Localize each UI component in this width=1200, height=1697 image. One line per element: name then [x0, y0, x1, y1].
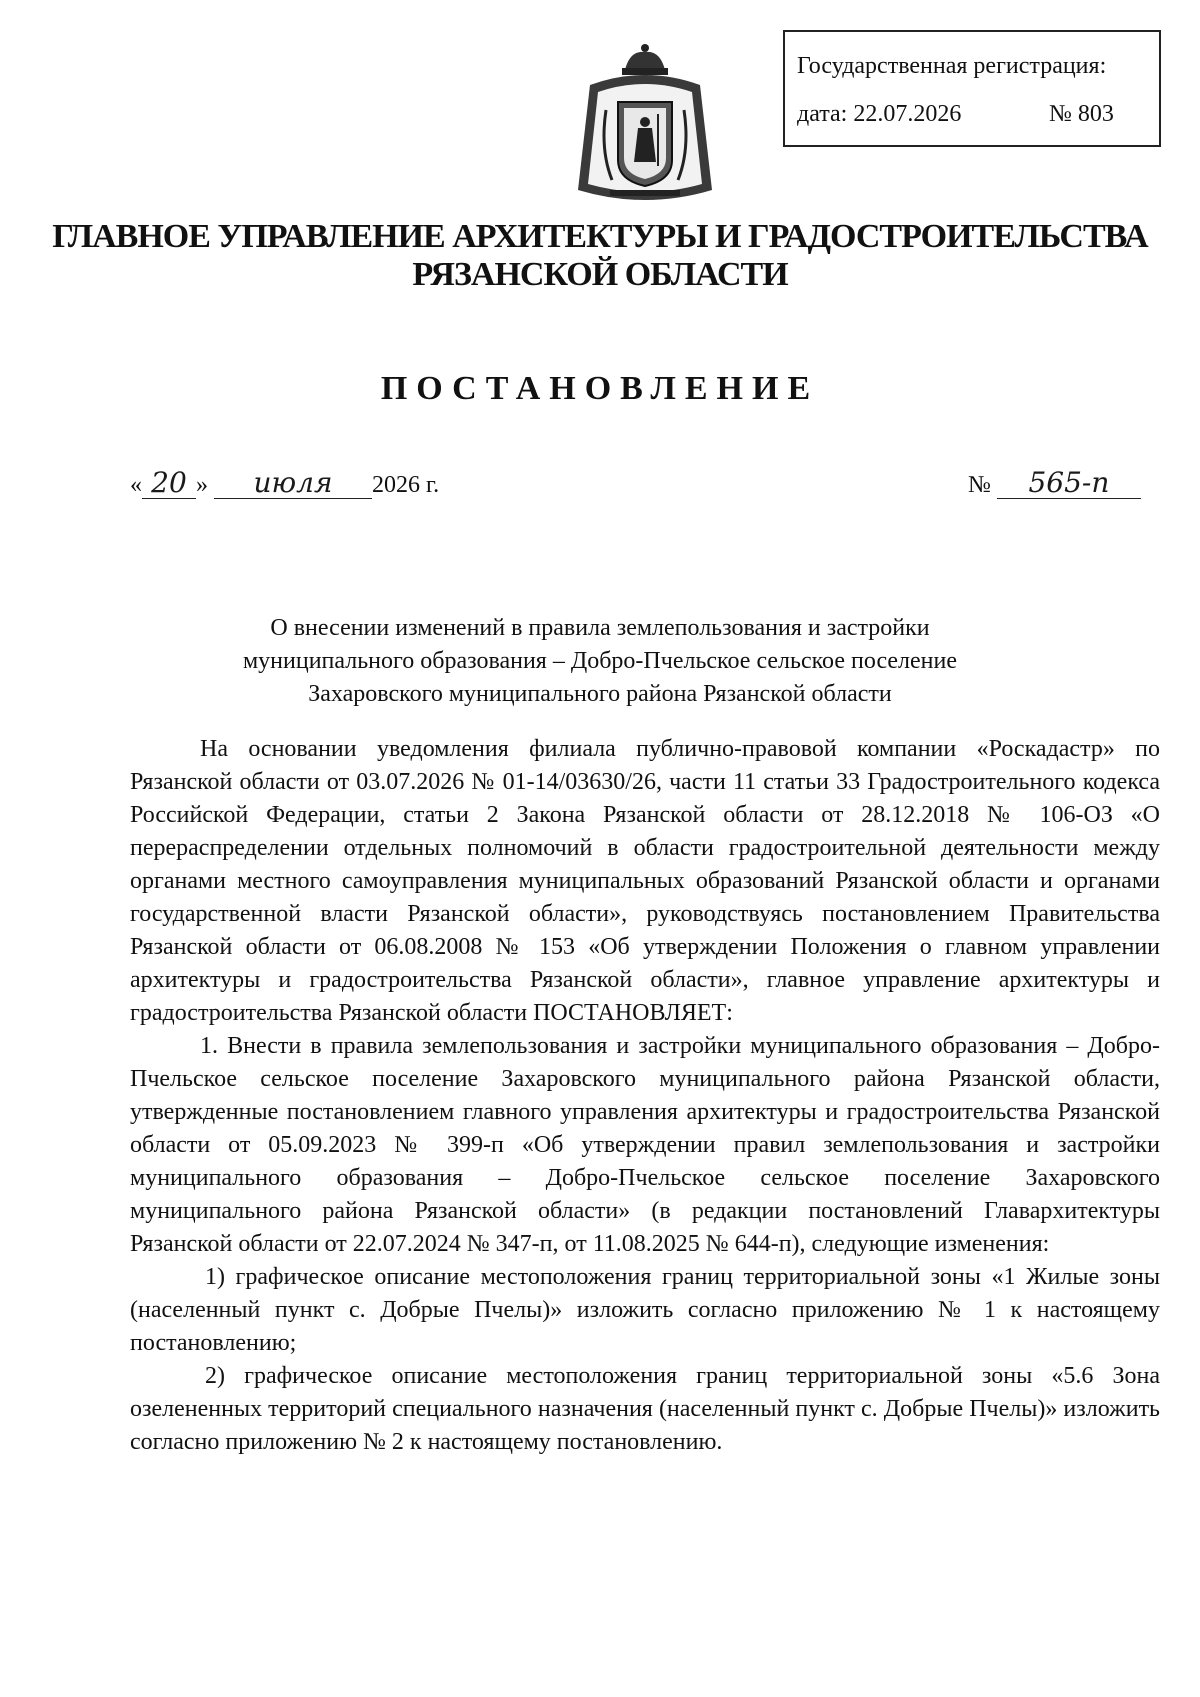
registration-box: [783, 30, 1161, 147]
date-month-handwritten: июля: [214, 468, 372, 499]
registration-title: Государственная регистрация:: [797, 53, 1107, 79]
number-handwritten: 565-п: [997, 468, 1141, 499]
date-close-quote: »: [196, 472, 208, 498]
registration-date: дата: 22.07.2026: [797, 101, 962, 127]
document-date: [130, 468, 439, 499]
coat-of-arms-emblem: [570, 40, 720, 215]
agency-name-line-2: РЯЗАНСКОЙ ОБЛАСТИ: [412, 256, 788, 293]
subject-line-3: Захаровского муниципального района Рязанской области: [308, 681, 892, 707]
date-open-quote: «: [130, 472, 142, 498]
subitem-2-paragraph: 2) графическое описание местоположения границ территориальной зоны «5.6 Зона озелененных территорий специального назначения (населенный пункт с. Добрые Пчелы)» изложить согласно приложению № 2 к настоящему постановлению.: [130, 1363, 1160, 1455]
date-year: 2026 г.: [372, 472, 440, 498]
preamble-paragraph: На основании уведомления филиала публично-правовой компании «Роскадастр» по Рязанской области от 03.07.2026 № 01-14/03630/26, части 11 статьи 33 Градостроительного кодекса Российской Федерации, статьи 2 Закона Рязанской области от 28.12.2018 № 106-ОЗ «О перераспределении отдельных полномочий в области градостроительной деятельности между органами местного самоуправления муниципальных образований Рязанской области и органами государственной власти Рязанской области», руководствуясь постановлением Правительства Рязанской области от 06.08.2008 № 153 «Об утверждении Положения о главном управлении архитектуры и градостроительства Рязанской области», главное управление архитектуры и градостроительства Рязанской области ПОСТАНОВЛЯЕТ:: [130, 736, 1160, 1026]
item-1-paragraph: 1. Внести в правила землепользования и застройки муниципального образования – Добро-Пчельское сельское поселение Захаровского муниципального района Рязанской области, утвержденные постановлением главного управления архитектуры и градостроительства Рязанской области от 05.09.2023 № 399-п «Об утверждении правил землепользования и застройки муниципального образования – Добро-Пчельское сельское поселение Захаровского муниципального района Рязанской области» (в редакции постановлений Главархитектуры Рязанской области от 22.07.2024 № 347-п, от 11.08.2025 № 644-п), следующие изменения:: [130, 1033, 1160, 1257]
subitem-1-paragraph: 1) графическое описание местоположения границ территориальной зоны «1 Жилые зоны (населенный пункт с. Добрые Пчелы)» изложить согласно приложению № 1 к настоящему постановлению;: [130, 1264, 1160, 1356]
subject-line-1: О внесении изменений в правила землепользования и застройки: [270, 615, 930, 641]
subject-line-2: муниципального образования – Добро-Пчельское сельское поселение: [242, 648, 958, 674]
document-number: [968, 468, 1141, 499]
registration-number: № 803: [1049, 101, 1114, 127]
document-type-heading: ПОСТАНОВЛЕНИЕ: [380, 370, 820, 407]
number-sign: №: [968, 472, 991, 498]
document-body: [130, 733, 1160, 1459]
document-subject: [0, 612, 1200, 711]
registration-date-row: [797, 100, 1114, 129]
date-day-handwritten: 20: [142, 468, 196, 499]
agency-name-line-1: ГЛАВНОЕ УПРАВЛЕНИЕ АРХИТЕКТУРЫ И ГРАДОСТРОИТЕЛЬСТВА: [52, 218, 1148, 255]
